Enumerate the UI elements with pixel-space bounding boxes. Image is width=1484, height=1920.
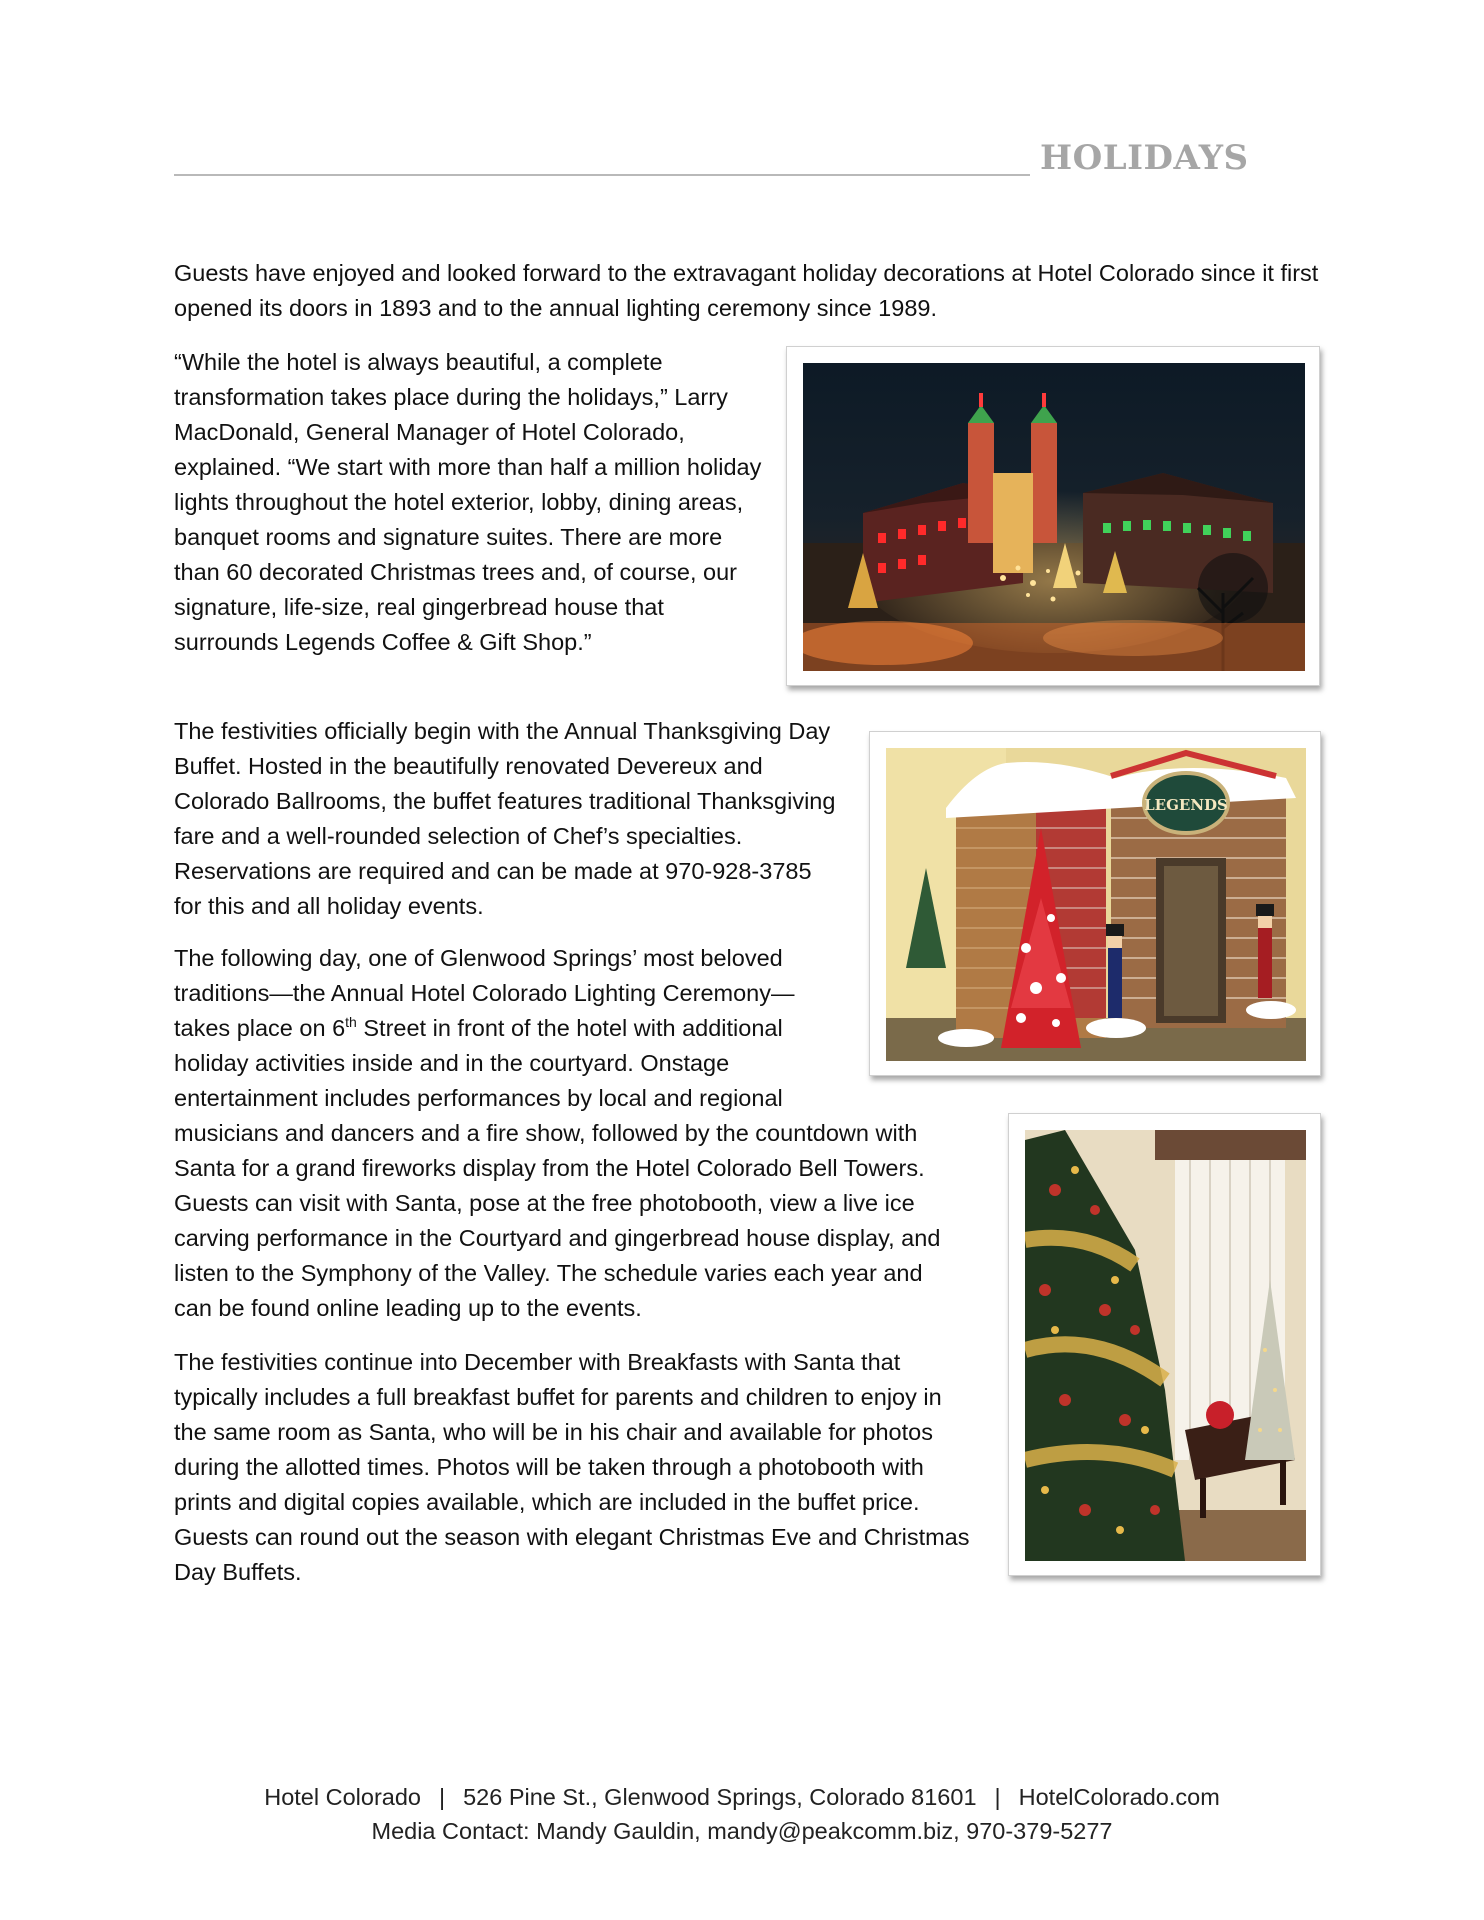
lighting-superscript: th <box>345 1014 357 1031</box>
footer-website: HotelColorado.com <box>1018 1784 1220 1810</box>
gingerbread-house-photo <box>869 731 1321 1076</box>
december-paragraph: The festivities continue into December with Breakfasts with Santa that typically includes a full breakfast buffet for parents and children to enjoy in the same room as Santa, who will be in his chair and available for photos during the allotted times. Photos will be taken through a photobooth with prints and digital copies available, which are included in the buffet price. Guests can round out the season with elegant Christmas Eve and Christmas Day Buffets. <box>174 1349 970 1585</box>
lighting-text-part1: The following day, one of Glenwood Springs’ most beloved traditions—the Annual Hotel Colorado Lighting Ceremony—takes place on 6 <box>174 945 795 1041</box>
footer-address: 526 Pine St., Glenwood Springs, Colorado 81601 <box>463 1784 977 1810</box>
lighting-text-part3: musicians and dancers and a fire show, followed by the countdown with Santa for a grand fireworks display from the Hotel Colorado Bell Towers. Guests can visit with Santa, pose at the free photobooth, view a live ice carving performance in the Courtyard and gingerbread house display, and listen to the Symphony of the Valley. The schedule varies each year and can be found online leading up to the events. <box>174 1120 941 1321</box>
lighting-paragraph <box>174 941 964 1326</box>
lighting-text-part2: Street in front of the hotel with additional holiday activities inside and in the courtyard. Onstage entertainment includes performances by local and regional <box>174 1015 783 1111</box>
christmas-tree-illustration <box>1025 1130 1306 1561</box>
section-title: HOLIDAYS <box>1040 138 1249 178</box>
footer-hotel-name: Hotel Colorado <box>264 1784 421 1810</box>
hotel-exterior-photo <box>786 346 1320 686</box>
header-rule <box>174 174 1030 176</box>
intro-paragraph: Guests have enjoyed and looked forward to the extravagant holiday decorations at Hotel Colorado since it first opened its doors in 1893 and to the annual lighting ceremony since 1989. <box>174 260 1319 321</box>
legends-sign-text: LEGENDS <box>1144 796 1228 814</box>
footer-address-line <box>0 1784 1484 1811</box>
quote-paragraph: “While the hotel is always beautiful, a complete transformation takes place during the holidays,” Larry MacDonald, General Manager of Hotel Colorado, explained. “We start with more than half a million holiday lights throughout the hotel exterior, lobby, dining areas, banquet rooms and signature suites. There are more than 60 decorated Christmas trees and, of course, our signature, life-size, real gingerbread house that surrounds Legends Coffee & Gift Shop.” <box>174 349 762 655</box>
gingerbread-illustration <box>886 748 1306 1061</box>
lighting-paragraph-narrow <box>174 941 844 1116</box>
footer-media-contact: Media Contact: Mandy Gauldin, mandy@peakcomm.biz, 970-379-5277 <box>371 1818 1113 1844</box>
footer-separator: | <box>438 1784 446 1810</box>
footer-separator: | <box>994 1784 1001 1810</box>
thanksgiving-paragraph: The festivities officially begin with the Annual Thanksgiving Day Buffet. Hosted in the beautifully renovated Devereux and Colorado Ballrooms, the buffet features traditional Thanksgiving fare and a well-rounded selection of Chef’s specialties. Reservations are required and can be made at 970-928-3785 for this and all holiday events. <box>174 718 836 919</box>
hotel-night-illustration <box>803 363 1305 671</box>
christmas-tree-photo <box>1008 1113 1321 1576</box>
